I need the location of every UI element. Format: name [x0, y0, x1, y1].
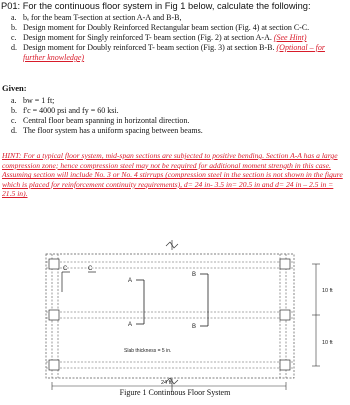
spacing-top-label: 10 ft — [322, 288, 333, 294]
section-b-label: B — [192, 272, 197, 278]
item-d-line — [23, 43, 349, 63]
item-marker: b. — [11, 106, 17, 115]
span-dimension-label: 24 ft — [161, 380, 172, 386]
item-text: bₑ for the beam T-section at section A-A and B-B, — [23, 13, 182, 22]
item-text: Design moment for Doubly reinforced T- beam section (Fig. 3) at section B-B. — [23, 43, 277, 52]
item-marker: a. — [11, 96, 17, 105]
hint-label: HINT — [2, 151, 19, 160]
section-a-label: A — [128, 322, 133, 328]
item-text: Design moment for Singly reinforced T- beam section (Fig. 2) at section A-A. — [23, 33, 274, 42]
problem-title: P01: For the continuous floor system in Fig 1 below, calculate the following: — [1, 1, 311, 11]
spacing-bottom-label: 10 ft — [322, 340, 333, 346]
see-hint-link[interactable]: (See Hint) — [273, 33, 307, 42]
item-text: Central floor beam spanning in horizontal direction. — [23, 116, 190, 125]
slab-thickness-note: Slab thickness = 5 in. — [124, 348, 172, 354]
given-list — [11, 96, 349, 136]
hint-text: : For a typical floor system, mid-span sections are subjected to positive bending. Section A-A has a large compression zone; hence compression steel may not be required for additional moment strength in this case. Assuming section will include No. 3 or No. 4 stirrups (compression steel in the section is not shown in the figure which is placed for reinforcement continuity requirements), d= 24 in- 3.5 in= 20.5 in and d= 24 in – 2.5 in = 21.5 in). — [2, 151, 343, 199]
given-item-b — [11, 106, 349, 116]
item-text: f'c = 4000 psi and fy = 60 ksi. — [23, 106, 119, 115]
optional-link[interactable]: (Optional – for further knowledge) — [23, 43, 325, 62]
section-c-label: C — [63, 266, 68, 272]
problem-item-d — [11, 43, 349, 63]
item-marker: d. — [11, 43, 17, 52]
item-marker: c. — [11, 116, 17, 125]
given-heading: Given: — [2, 83, 27, 93]
item-text: bw = 1 ft; — [23, 96, 55, 105]
given-item-d — [11, 126, 349, 136]
problem-item-b — [11, 23, 349, 33]
problem-item-a — [11, 13, 349, 23]
item-marker: d. — [11, 126, 17, 135]
given-item-a — [11, 96, 349, 106]
hint-paragraph — [2, 151, 348, 199]
problem-list — [11, 13, 349, 63]
problem-item-c — [11, 33, 349, 43]
item-text: The floor system has a uniform spacing between beams. — [23, 126, 203, 135]
section-c-label: C — [88, 266, 93, 272]
item-marker: b. — [11, 23, 17, 32]
section-a-label: A — [128, 278, 133, 284]
item-marker: c. — [11, 33, 17, 42]
item-text: Design moment for Doubly Reinforced Rectangular beam section (Fig. 4) at section C-C. — [23, 23, 310, 32]
given-item-c — [11, 116, 349, 126]
figure-caption: Figure 1 Continuous Floor System — [119, 388, 231, 397]
section-b-label: B — [192, 324, 197, 330]
floor-system-figure — [0, 232, 350, 405]
item-marker: a. — [11, 13, 17, 22]
item-c-line — [23, 33, 349, 43]
floor-plan-drawing — [0, 232, 350, 405]
